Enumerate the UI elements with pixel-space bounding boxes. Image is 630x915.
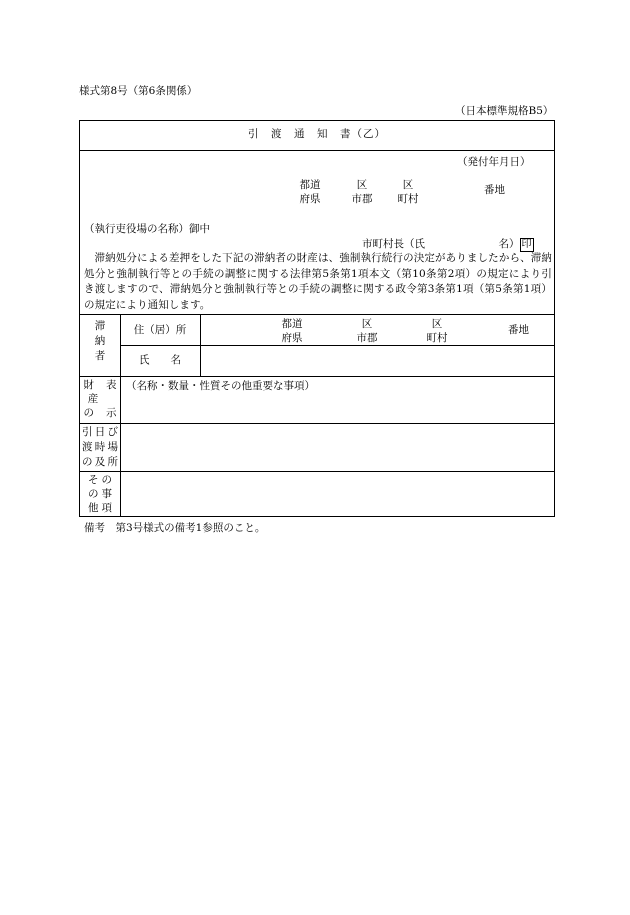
- table-address-banchi: 番地: [508, 324, 529, 336]
- body-text: 滞納処分による差押をした下記の滞納者の財産は、強制執行続行の決定がありましたから、滞納処分と強制執行等との手続の調整に関する法律第5条第1項本文（第10条第2項）の規定により引き渡しますので、滞納処分と強制執行等との手続の調整に関する政令第3条第1項（第5条第1項）の規定により通知します。: [84, 252, 552, 311]
- document-title: 引 渡 通 知 書（乙）: [248, 128, 386, 140]
- rule-title: [79, 150, 555, 151]
- taino-label: 滞 納 者: [94, 320, 106, 362]
- address-banchi: 番地: [484, 184, 505, 196]
- rule-handover-top: [79, 423, 555, 424]
- form-number: 様式第8号（第6条関係）: [79, 85, 198, 97]
- rule-taino-mid: [120, 345, 555, 346]
- sender: [362, 238, 534, 252]
- address-label: 住（居）所: [133, 324, 187, 336]
- name-label: 氏 名: [139, 354, 181, 366]
- rule-other-top: [79, 471, 555, 472]
- remarks: 備考 第3号様式の備考1参照のこと。: [84, 522, 266, 534]
- property-label: 財 表 産 の 示: [83, 379, 117, 419]
- sender-name: 市町村長（氏 名）: [362, 238, 520, 250]
- table-address-ku-shigun: 区 市郡: [356, 318, 378, 345]
- address-ku-shigun: 区 市郡: [351, 179, 373, 206]
- rule-taino-subcolumn: [200, 314, 201, 376]
- paper-size: （日本標準規格B5）: [455, 105, 554, 117]
- table-address-todofuken: 都道 府県: [281, 318, 303, 345]
- property-note: （名称・数量・性質その他重要な事項）: [126, 380, 315, 392]
- address-ku-chouson: 区 町村: [397, 179, 419, 206]
- other-label: そ の の 事 他 項: [88, 474, 112, 514]
- rule-property-top: [79, 376, 555, 377]
- handover-label: 引 日 び 渡 時 場 の 及 所: [82, 426, 118, 468]
- rule-label-column: [120, 314, 121, 517]
- issue-date: （発付年月日）: [457, 156, 531, 168]
- addressee: （執行吏役場の名称）御中: [84, 223, 210, 235]
- seal-mark: 印: [521, 239, 532, 250]
- table-address-ku-chouson: 区 町村: [426, 318, 448, 345]
- address-todofuken: 都道 府県: [299, 179, 321, 206]
- rule-taino-top: [79, 314, 555, 315]
